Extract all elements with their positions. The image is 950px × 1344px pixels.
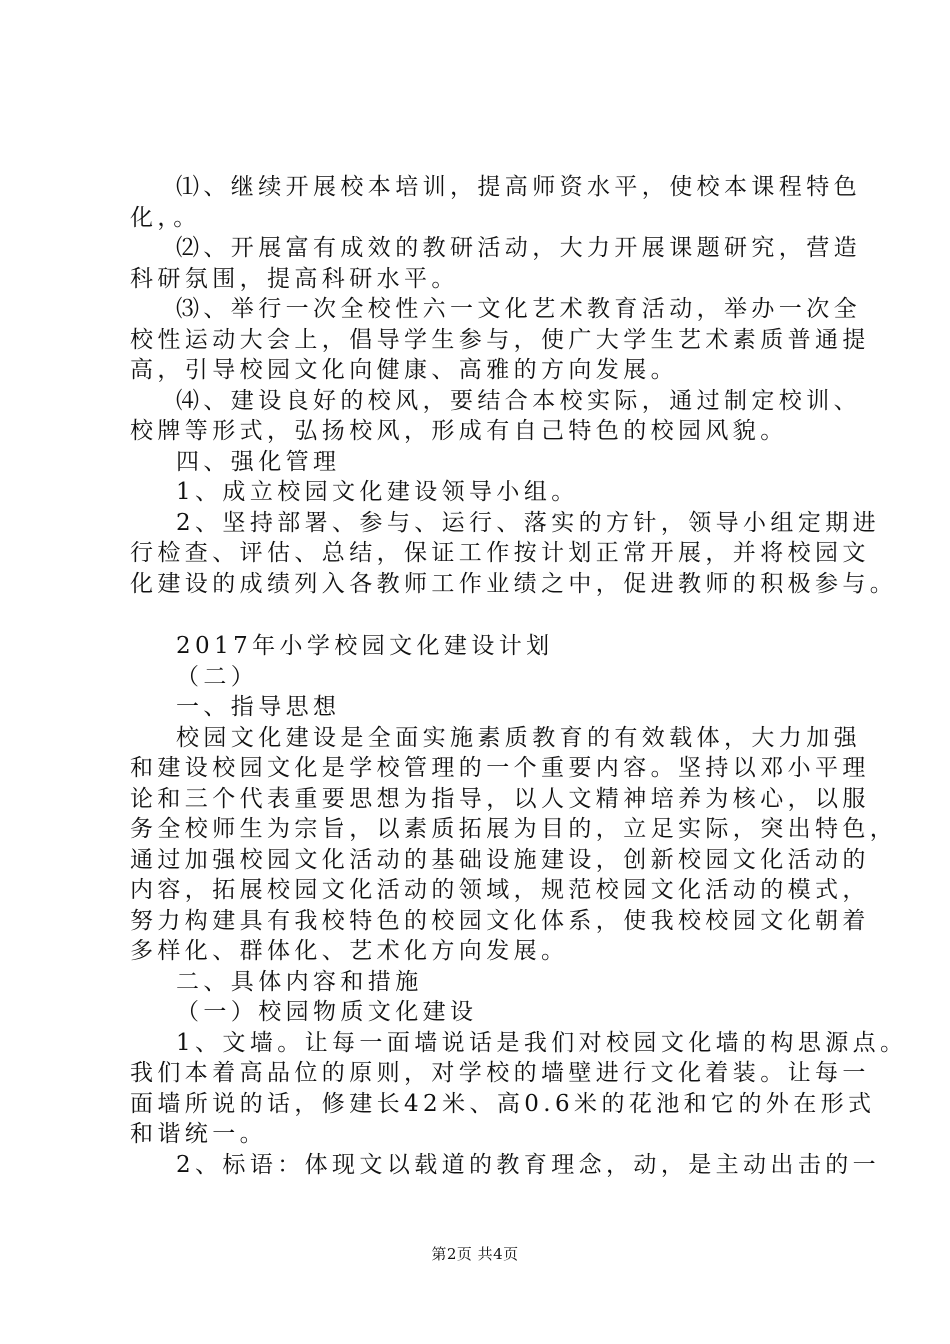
- text-line: 和建设校园文化是学校管理的一个重要内容。坚持以邓小平理: [130, 755, 870, 781]
- section-continuation: [130, 172, 898, 599]
- text-line: 化建设的成绩列入各教师工作业绩之中，促进教师的积极参与。: [130, 570, 898, 597]
- text-line: 2、坚持部署、参与、运行、落实的方针，领导小组定期进: [176, 509, 881, 536]
- text-line: 论和三个代表重要思想为指导，以人文精神培养为核心，以服: [130, 785, 870, 812]
- text-line: （二）: [176, 663, 259, 690]
- text-line: ⑷、建设良好的校风，要结合本校实际，通过制定校训、: [176, 387, 861, 414]
- text-line: （一）校园物质文化建设: [176, 999, 478, 1025]
- document-body: [130, 172, 908, 1180]
- text-line: 校牌等形式，弘扬校风，形成有自己特色的校园风貌。: [130, 418, 788, 444]
- text-line: 1、成立校园文化建设领导小组。: [176, 479, 579, 505]
- text-line: ⑶、举行一次全校性六一文化艺术教育活动，举办一次全: [176, 296, 861, 322]
- text-line: 内容，拓展校园文化活动的领域，规范校园文化活动的模式，: [130, 877, 870, 903]
- text-line: 一、指导思想: [176, 694, 341, 720]
- text-line: 校性运动大会上，倡导学生参与，使广大学生艺术素质普通提: [130, 326, 870, 353]
- text-line: 面墙所说的话，修建长42米、高0.6米的花池和它的外在形式: [130, 1090, 876, 1117]
- text-line: 努力构建具有我校特色的校园文化体系，使我校校园文化朝着: [130, 907, 870, 934]
- text-line: 2、标语：体现文以载道的教育理念，动，是主动出击的一: [176, 1151, 881, 1178]
- text-line: ⑵、开展富有成效的教研活动，大力开展课题研究，营造: [176, 235, 861, 261]
- text-line: 二、具体内容和措施: [176, 968, 423, 995]
- section-gap: [130, 599, 838, 631]
- text-line: 校园文化建设是全面实施素质教育的有效载体，大力加强: [176, 724, 861, 751]
- text-line: 通过加强校园文化活动的基础设施建设，创新校园文化活动的: [130, 846, 870, 873]
- text-line: 化，。: [130, 204, 201, 231]
- text-line: 和谐统一。: [130, 1121, 267, 1147]
- page-footer: 第2页 共4页: [431, 1245, 519, 1263]
- text-line: 行检查、评估、总结，保证工作按计划正常开展，并将校园文: [130, 540, 870, 566]
- text-line: 我们本着高品位的原则，对学校的墙壁进行文化着装。让每一: [130, 1060, 870, 1086]
- section-plan-two: [130, 631, 908, 1180]
- text-line: 1、文墙。让每一面墙说话是我们对校园文化墙的构思源点。: [176, 1029, 908, 1056]
- text-line: ⑴、继续开展校本培训，提高师资水平，使校本课程特色: [176, 174, 861, 200]
- text-line: 四、强化管理: [176, 448, 341, 475]
- text-line: 2017年小学校园文化建设计划: [176, 633, 554, 659]
- text-line: 多样化、群体化、艺术化方向发展。: [130, 938, 569, 964]
- text-line: 科研氛围，提高科研水平。: [130, 265, 459, 292]
- text-line: 务全校师生为宗旨，以素质拓展为目的，立足实际，突出特色，: [130, 816, 898, 842]
- text-line: 高，引导校园文化向健康、高雅的方向发展。: [130, 357, 678, 383]
